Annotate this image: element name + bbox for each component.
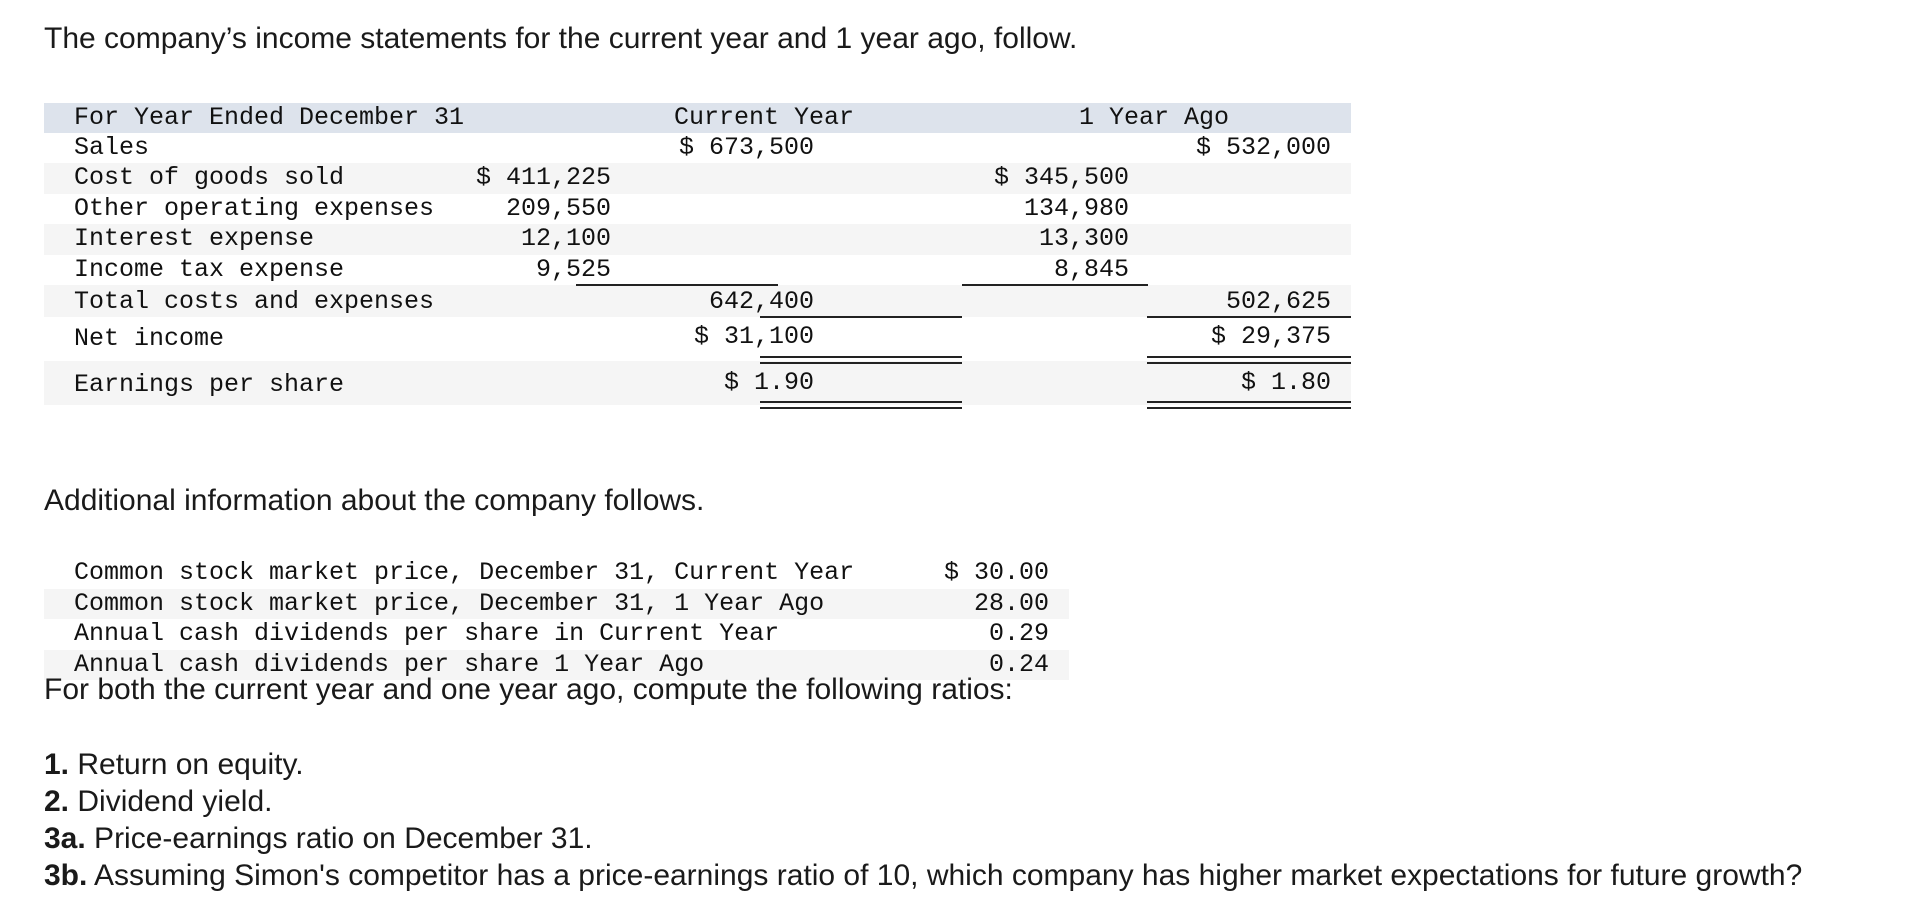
question-text: Assuming Simon's competitor has a price-earnings ratio of 10, which company has higher market expectations for future growth? [87,859,1803,892]
question-3b [44,859,1802,893]
cogs-row [44,163,1351,194]
net-income-ago: $ 29,375 [1210,322,1331,351]
interest-row [44,224,1351,255]
cogs-ago: $ 345,500 [993,163,1129,192]
table-header-row [44,103,1351,133]
question-text: Dividend yield. [69,785,273,818]
total-costs-label: Total costs and expenses [74,287,435,316]
sales-row [44,133,1351,163]
tax-label: Income tax expense [74,255,345,284]
question-1 [44,748,304,782]
income-statement-table [44,103,1351,405]
total-underline-current [760,316,962,318]
cogs-label: Cost of goods sold [74,163,345,192]
info-row [44,619,1069,650]
additional-intro: Additional information about the company follows. [44,484,705,517]
info-label: Common stock market price, December 31, Current Year [74,558,855,587]
info-value: 28.00 [973,588,1049,618]
info-label: Annual cash dividends per share 1 Year Ago [74,649,705,679]
other-opex-current: 209,550 [505,194,611,223]
interest-label: Interest expense [74,224,315,253]
net-income-double-underline-current [760,356,962,364]
total-costs-row [44,285,1351,317]
info-label: Annual cash dividends per share in Current Year [74,619,780,648]
eps-double-underline-current [760,401,962,409]
eps-row [44,361,1351,405]
question-text: Return on equity. [69,748,304,781]
total-underline-ago [1147,316,1351,318]
header-year-ago: 1 Year Ago [1079,103,1230,132]
tax-row [44,255,1351,285]
question-number: 1. [44,748,70,781]
info-label: Common stock market price, December 31, 1 Year Ago [74,588,825,618]
total-costs-current: 642,400 [708,287,814,316]
eps-label: Earnings per share [74,370,345,399]
tax-ago: 8,845 [1053,255,1129,284]
info-value: $ 30.00 [943,558,1049,587]
net-income-row [44,317,1351,361]
sales-label: Sales [74,133,150,162]
eps-double-underline-ago [1147,401,1351,409]
question-text: Price-earnings ratio on December 31. [85,822,593,855]
subtotal-underline-ago [962,284,1148,286]
header-current-year: Current Year [674,103,855,132]
total-costs-ago: 502,625 [1225,287,1331,316]
other-opex-row [44,194,1351,224]
question-3a [44,822,593,856]
interest-current: 12,100 [520,224,611,253]
additional-info-table [44,558,1069,680]
question-number: 2. [44,785,70,818]
eps-current: $ 1.90 [723,368,814,397]
intro-text: The company’s income statements for the current year and 1 year ago, follow. [44,22,1078,55]
tax-current: 9,525 [535,255,611,284]
net-income-current: $ 31,100 [693,322,814,351]
info-row [44,589,1069,620]
question-number: 3b. [44,859,88,892]
eps-ago: $ 1.80 [1240,368,1331,397]
subtotal-underline-current [576,284,778,286]
ratio-prompt: For both the current year and one year ago, compute the following ratios: [44,673,1013,706]
other-opex-ago: 134,980 [1023,194,1129,223]
header-period-label: For Year Ended December 31 [74,103,465,132]
info-row [44,558,1069,589]
interest-ago: 13,300 [1038,224,1129,253]
info-value: 0.29 [988,619,1049,648]
question-2 [44,785,272,819]
sales-current: $ 673,500 [678,133,814,162]
cogs-current: $ 411,225 [475,163,611,192]
other-opex-label: Other operating expenses [74,194,435,223]
question-number: 3a. [44,822,86,855]
net-income-label: Net income [74,324,225,353]
sales-ago: $ 532,000 [1195,133,1331,162]
net-income-double-underline-ago [1147,356,1351,364]
info-value: 0.24 [988,649,1049,679]
